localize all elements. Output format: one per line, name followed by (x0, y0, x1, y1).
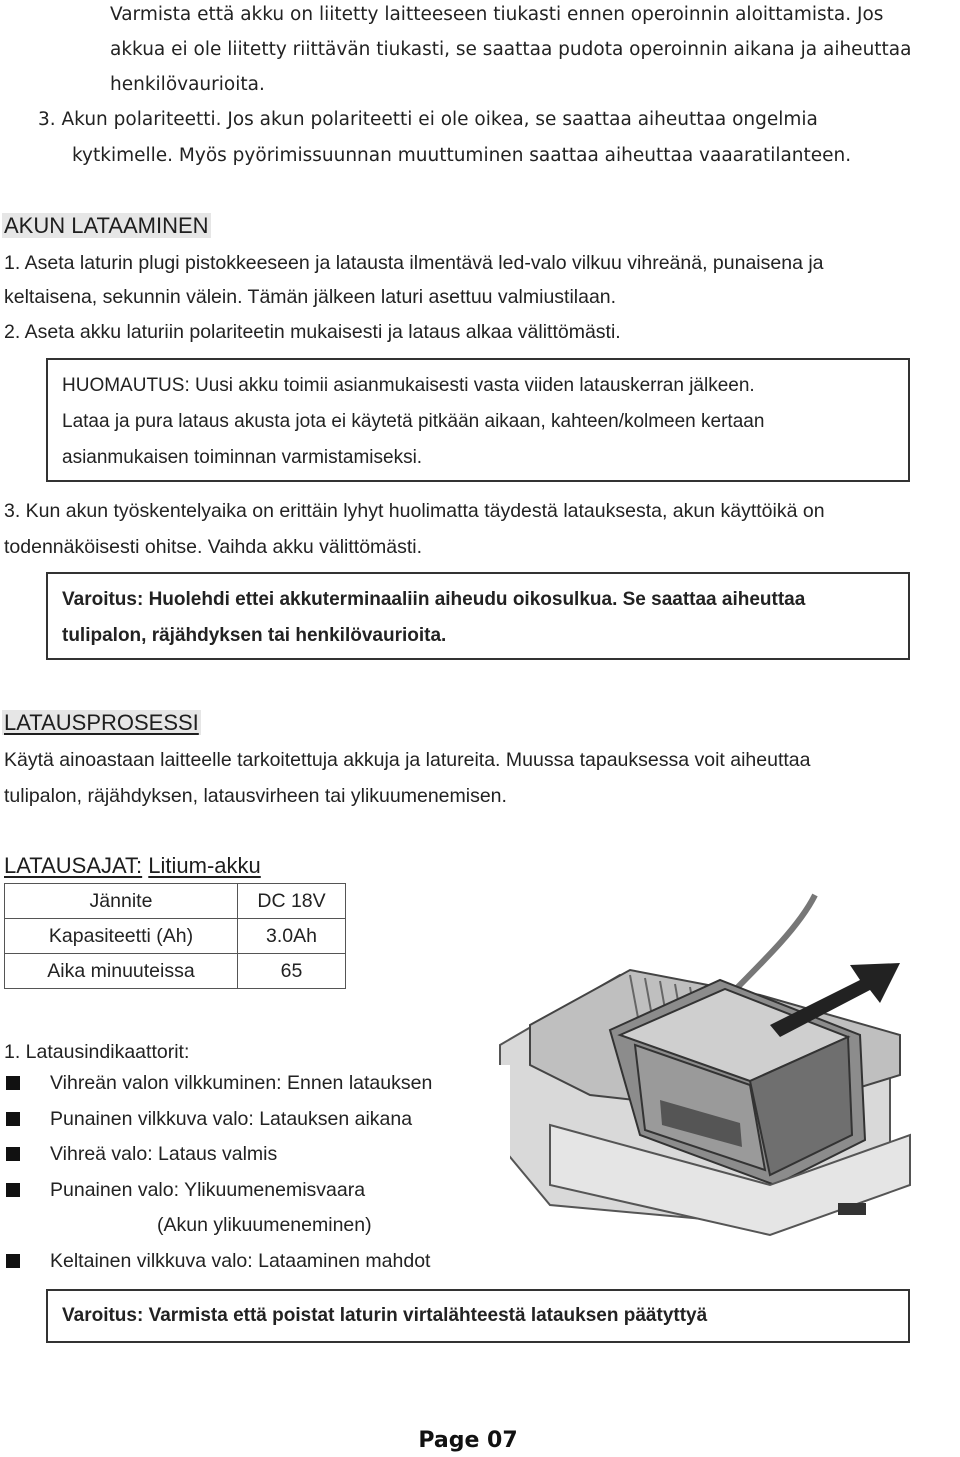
square-bullet-icon (6, 1147, 20, 1161)
final-warning-box (46, 1289, 910, 1343)
intro-line-4: 3. Akun polariteetti. Jos akun polariteetti ei ole oikea, se saattaa aiheuttaa ongelmia (38, 109, 818, 130)
page-number: Page 07 (418, 1428, 518, 1453)
table-cell-label: Jännite (5, 884, 238, 919)
indicator-sub-item: (Akun ylikuumeneminen) (157, 1214, 372, 1236)
times-heading-b: Litium-akku (148, 853, 261, 878)
charging-line-1: 1. Aseta laturin plugi pistokkeeseen ja latausta ilmentävä led-valo vilkuu vihreänä, punaisena ja (4, 252, 824, 274)
table-cell-label: Aika minuuteissa (5, 954, 238, 989)
square-bullet-icon (6, 1076, 20, 1090)
intro-line-3: henkilövaurioita. (110, 74, 265, 95)
square-bullet-icon (6, 1183, 20, 1197)
section-heading-times (4, 852, 261, 880)
table-row (5, 919, 346, 954)
indicator-item-2: Punainen vilkkuva valo: Latauksen aikana (50, 1108, 413, 1130)
times-heading-a: LATAUSAJAT: (4, 853, 143, 878)
section-heading-process (2, 709, 201, 737)
note-line-3: asianmukaisen toiminnan varmistamiseksi. (62, 447, 423, 468)
intro-line-5: kytkimelle. Myös pyörimissuunnan muuttuminen saattaa aiheuttaa vaaaratilanteen. (72, 145, 852, 166)
charging-times-table (4, 883, 346, 989)
after-line-1: 3. Kun akun työskentelyaika on erittäin lyhyt huolimatta täydestä latauksesta, akun käyttöikä on (4, 500, 825, 522)
warning-line-2: tulipalon, räjähdyksen tai henkilövaurioita. (62, 625, 447, 646)
process-heading-text: LATAUSPROSESSI (4, 710, 199, 735)
warning-line-1: Varoitus: Huolehdi ettei akkuterminaaliin aiheudu oikosulkua. Se saattaa aiheuttaa (62, 589, 806, 610)
indicator-item-5: Keltainen vilkkuva valo: Lataaminen mahdot (50, 1250, 431, 1272)
square-bullet-icon (6, 1254, 20, 1268)
intro-line-2: akkua ei ole liitetty riittävän tiukasti, se saattaa pudota operoinnin aikana ja aiheuttaa (110, 39, 912, 60)
note-line-2: Lataa ja pura lataus akusta jota ei käytetä pitkään aikaan, kahteen/kolmeen kertaan (62, 411, 765, 432)
intro-line-1: Varmista että akku on liitetty laitteeseen tiukasti ennen operoinnin aloittamista. Jos (110, 4, 884, 25)
section-heading-charging (2, 212, 211, 240)
battery-charger-illustration (470, 885, 960, 1260)
final-warning-text: Varoitus: Varmista että poistat laturin virtalähteestä latauksen päätyttyä (62, 1305, 708, 1326)
square-bullet-icon (6, 1112, 20, 1126)
indicator-item-3: Vihreä valo: Lataus valmis (50, 1143, 278, 1165)
indicators-title: 1. Latausindikaattorit: (4, 1041, 190, 1063)
note-line-1: HUOMAUTUS: Uusi akku toimii asianmukaisesti vasta viiden latauskerran jälkeen. (62, 375, 755, 396)
charging-line-2: keltaisena, sekunnin välein. Tämän jälkeen laturi asettuu valmiustilaan. (4, 286, 617, 308)
process-line-1: Käytä ainoastaan laitteelle tarkoitettuja akkuja ja latureita. Muussa tapauksessa voit aiheuttaa (4, 749, 811, 771)
warning-box (46, 572, 910, 660)
indicator-item-4: Punainen valo: Ylikuumenemisvaara (50, 1179, 366, 1201)
charging-line-3: 2. Aseta akku laturiin polariteetin mukaisesti ja lataus alkaa välittömästi. (4, 321, 621, 343)
table-row (5, 954, 346, 989)
indicator-item-1: Vihreän valon vilkkuminen: Ennen latauksen (50, 1072, 433, 1094)
process-line-2: tulipalon, räjähdyksen, latausvirheen tai ylikuumenemisen. (4, 785, 507, 807)
table-cell-value: 3.0Ah (238, 919, 346, 954)
note-box (46, 358, 910, 482)
table-row (5, 884, 346, 919)
table-cell-value: 65 (238, 954, 346, 989)
table-cell-label: Kapasiteetti (Ah) (5, 919, 238, 954)
after-line-2: todennäköisesti ohitse. Vaihda akku välittömästi. (4, 536, 423, 558)
charging-heading-text: AKUN LATAAMINEN (4, 213, 209, 238)
table-cell-value: DC 18V (238, 884, 346, 919)
